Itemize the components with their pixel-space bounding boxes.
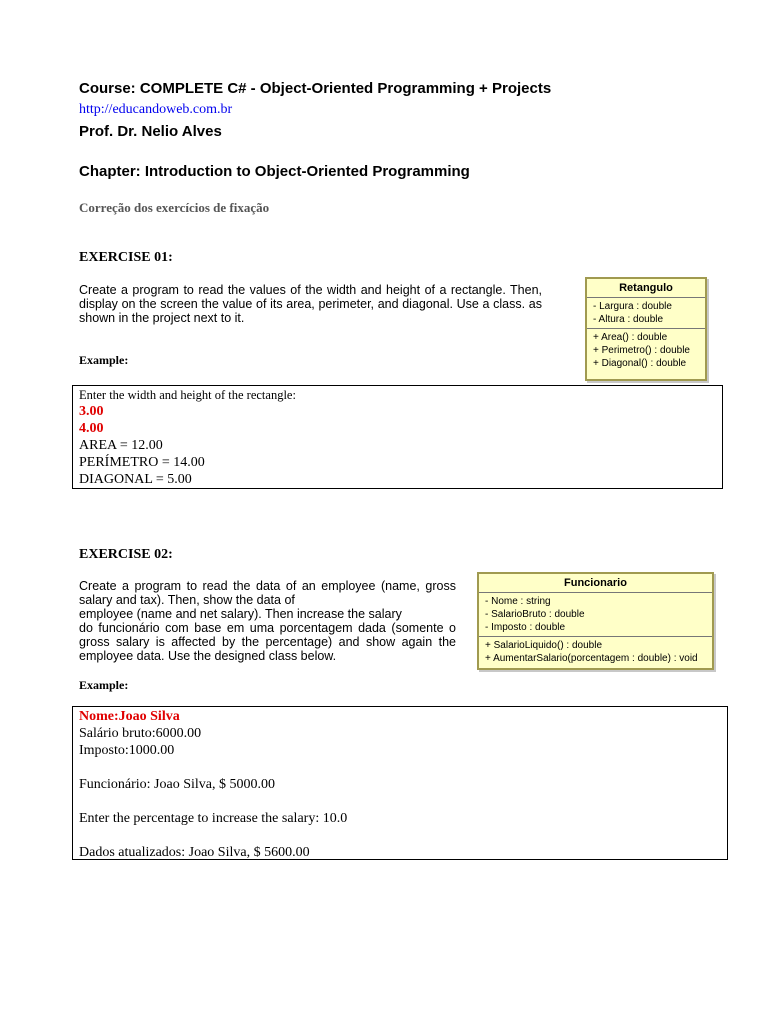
uml-class-name: Funcionario <box>479 574 712 593</box>
exercise1-example-label: Example: <box>79 353 129 367</box>
section-subtitle: Correção dos exercícios de fixação <box>79 200 270 215</box>
exercise2-desc-line: Create a program to read the data of an employee (name, gross salary and tax). Then, show the data of <box>79 579 456 607</box>
console-output: Enter the percentage to increase the salary: 10.0 <box>79 811 348 826</box>
uml-methods <box>587 329 705 372</box>
uml-attributes <box>479 593 712 637</box>
console-output: AREA = 12.00 <box>79 438 163 453</box>
uml-attribute: - SalarioBruto : double <box>485 609 585 620</box>
uml-method: + SalarioLiquido() : double <box>485 640 603 651</box>
console-input: 4.00 <box>79 421 104 436</box>
console-input: Nome:Joao Silva <box>79 709 180 724</box>
uml-method: + Perimetro() : double <box>593 345 690 356</box>
uml-method: + AumentarSalario(porcentagem : double) : void <box>485 653 698 664</box>
console-output: PERÍMETRO = 14.00 <box>79 455 205 470</box>
exercise1-title: EXERCISE 01: <box>79 250 173 265</box>
uml-attribute: - Nome : string <box>485 596 551 607</box>
console-output: DIAGONAL = 5.00 <box>79 472 192 487</box>
console-output: Salário bruto:6000.00 <box>79 726 202 741</box>
console-blank <box>79 793 721 810</box>
uml-method: + Diagonal() : double <box>593 358 687 369</box>
exercise2-example-label: Example: <box>79 678 129 692</box>
uml-attribute: - Imposto : double <box>485 622 566 633</box>
uml-class-retangulo <box>585 277 707 381</box>
exercise2-desc-line: do funcionário com base em uma porcentagem dada (somente o gross salary is affected by the percentage) and show again the employee data. Use the designed class below. <box>79 621 456 663</box>
console-blank <box>79 827 721 844</box>
exercise1-description: Create a program to read the values of the width and height of a rectangle. Then, display on the screen the value of its area, perimeter, and diagonal. Use a class. as shown in the project next to it. <box>79 283 542 325</box>
console-prompt: Enter the width and height of the rectangle: <box>79 388 296 402</box>
exercise2-desc-line: employee (name and net salary). Then increase the salary <box>79 607 402 621</box>
uml-attribute: - Altura : double <box>593 314 664 325</box>
exercise2-console <box>72 706 728 860</box>
chapter-title: Chapter: Introduction to Object-Oriented Programming <box>79 163 470 180</box>
uml-methods <box>479 637 712 667</box>
exercise1-console <box>72 385 723 489</box>
uml-class-funcionario <box>477 572 714 670</box>
console-blank <box>79 759 721 776</box>
course-link[interactable]: http://educandoweb.com.br <box>79 102 233 117</box>
exercise2-description <box>79 579 456 663</box>
console-input: 3.00 <box>79 404 104 419</box>
console-output: Dados atualizados: Joao Silva, $ 5600.00 <box>79 845 310 860</box>
professor-name: Prof. Dr. Nelio Alves <box>79 123 222 140</box>
console-output: Funcionário: Joao Silva, $ 5000.00 <box>79 777 275 792</box>
console-output: Imposto:1000.00 <box>79 743 175 758</box>
uml-attributes <box>587 298 705 329</box>
exercise2-title: EXERCISE 02: <box>79 547 173 562</box>
uml-method: + Area() : double <box>593 332 668 343</box>
course-title: Course: COMPLETE C# - Object-Oriented Programming + Projects <box>79 80 552 97</box>
uml-attribute: - Largura : double <box>593 301 672 312</box>
uml-class-name: Retangulo <box>587 279 705 298</box>
